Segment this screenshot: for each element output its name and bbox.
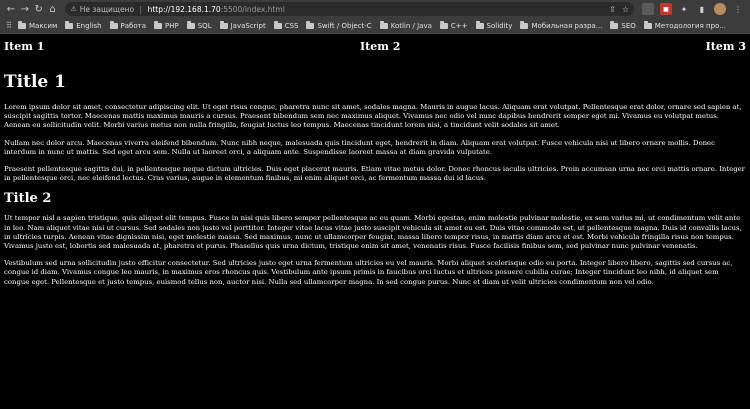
toolbar-right [642,3,750,15]
bookmark-item[interactable]: JavaScript [220,22,266,30]
share-icon[interactable]: ⇪ [609,4,616,14]
nav-item-3[interactable]: Item 3 [705,40,746,53]
bookmarks-bar [0,18,750,34]
back-arrow-icon[interactable]: ← [6,3,16,15]
main-content [4,72,746,295]
title-1: Title 1 [4,72,66,92]
forward-arrow-icon[interactable]: → [20,3,29,15]
folder-icon [154,23,162,29]
bookmark-item[interactable]: C++ [440,22,468,30]
extension-grid-icon[interactable] [642,3,654,15]
browser-chrome [0,0,750,34]
bookmark-item[interactable]: CSS [274,22,299,30]
bookmark-item[interactable]: Swift / Object-C [306,22,371,30]
page-viewport [0,34,750,409]
folder-icon [65,23,73,29]
extension-badge-icon[interactable]: ■ [660,3,672,15]
nav-item-2[interactable]: Item 2 [360,40,401,53]
folder-icon [440,23,448,29]
bookmark-item[interactable]: Методология про... [644,22,726,30]
folder-icon [520,23,528,29]
folder-icon [380,23,388,29]
bookmark-item[interactable]: Мобильная разра... [520,22,602,30]
paragraph-3: Praesent pellentesque sagittis dui, in pellentesque neque dictum ultricies. Duis eget placerat mauris. Etiam vitae metus dolor. Donec rhoncus iaculis ultricies. Proin accumsan urna nec orci mattis ornare. Integer in pellentesque orci, nec eleifend lectus. Cras varius, augue in elementum finibus, mi enim aliquet orci, ac fermentum massa dui id lacus. [4,165,745,183]
home-icon[interactable]: ⌂ [49,3,56,15]
folder-icon [187,23,195,29]
security-label: Не защищено [79,4,135,14]
browser-toolbar [0,0,750,18]
top-nav [0,40,750,54]
bookmark-item[interactable]: SQL [187,22,212,30]
profile-avatar[interactable] [714,3,726,15]
more-menu-icon[interactable]: ⋮ [733,4,742,14]
bookmark-star-icon[interactable]: ☆ [621,4,629,14]
address-bar[interactable] [65,2,634,16]
apps-grid-icon[interactable]: ⠿ [6,21,12,30]
address-separator: | [139,4,142,14]
reload-icon[interactable]: ↻ [34,3,43,15]
paragraph-1: Lorem ipsum dolor sit amet, consectetur adipiscing elit. Ut eget risus congue, pharetra nunc sit amet, sodales magna. Mauris in augue lacus. Aliquam erat volutpat. Pellentesque erat dolor, ornare sed sapien at, suscipit sagittis tortor. Maecenas mattis maximus mauris a cursus. Praesent bibendum sem nec maximus aliquet. Vivamus nec odio vel nunc dapibus hendrerit semper eget mi. Vivamus eu volutpat metus. Aenean eu sollicitudin velit. Morbi varius metus non nulla fringilla, feugiat luctus leo tempus. Maecenas tincidunt lorem nisi, a tincidunt velit sodales sit amet. [4,103,742,130]
bookmark-item[interactable]: Solidity [476,22,513,30]
folder-icon [306,23,314,29]
folder-icon [644,23,652,29]
folder-icon [18,23,26,29]
folder-icon [274,23,282,29]
folder-icon [220,23,228,29]
paragraph-4: Ut tempor nisl a sapien tristique, quis aliquet elit tempus. Fusce in nisi quis libero semper pellentesque ac eu quam. Morbi egestas, enim molestie pulvinar molestie, ex sem varius mi, ut condimentum velit ante in leo. Nam aliquet vitae nisi ut cursus. Sed sodales non justo vel porttitor. Integer vitae lacus vitae justo suscipit vehicula sit amet eu est. Duis vitae commodo est, ut pellentesque magna. Duis id convallis lacus, in ultricies turpis. Aenean vitae dignissim nisi, eget molestie massa. Sed maximus, nunc ut ullamcorper feugiat, massa libero tempor risus, in mattis diam arcu et est. Morbi vehicula fringilla risus non tempus. Vivamus justo est, lobortis sed malesuada at, pharetra et purus. Phasellus quis urna dictum, tristique enim sit amet, venenatis risus. Fusce facilisis finibus sem, sed pulvinar nunc pulvinar venenatis. [4,214,742,251]
bookmark-item[interactable]: Максим [18,22,57,30]
nav-item-1[interactable]: Item 1 [4,40,45,53]
folder-icon [476,23,484,29]
bookmark-item[interactable]: Работа [110,22,146,30]
warning-icon: ⚠ [70,5,77,13]
folder-icon [110,23,118,29]
bookmark-item[interactable]: SEO [610,22,635,30]
url-host: http://192.168.1.70 [147,4,221,14]
bookmark-item[interactable]: Kotlin / Java [380,22,432,30]
title-2: Title 2 [4,191,52,207]
url-path: :5500/index.html [220,4,285,14]
extensions-puzzle-icon[interactable]: ✦ [680,4,688,14]
paragraph-5: Vestibulum sed urna sollicitudin justo efficitur consectetur. Sed ultricies justo eget urna fermentum ultricies eu vel mauris. Morbi aliquet scelerisque odio eu porta. Integer libero libero, sagittis sed cursus ac, congue id diam. Vivamus congue leo mauris, in maximus eros rhoncus quis. Vestibulum ante ipsum primis in faucibus orci luctus et ultrices posuere cubilia curae; Integer tincidunt leo nibh, id aliquet sem congue eget. Pellentesque et justo tempus, euismod tellus non, auctor nisi. Nulla sed ullamcorper magna. In sed congue purus. Nunc et diam ut velit ultricies condimentum non vel odio. [4,259,733,286]
sidebar-panel-icon[interactable]: ▮ [699,4,705,14]
bookmark-item[interactable]: English [65,22,101,30]
bookmark-item[interactable]: PHP [154,22,179,30]
folder-icon [610,23,618,29]
paragraph-2: Nullam nec dolor arcu. Maecenas viverra eleifend bibendum. Nunc nibh neque, malesuada quis tincidunt eget, hendrerit in diam. Aliquam erat volutpat. Fusce vehicula nisi ut libero ornare mollis. Donec interdum in nunc ut mattis. Sed eget arcu sem. Nulla ut laoreet orci, a aliquam ante. Suspendisse laoreet massa at diam gravida vulputate. [4,138,715,156]
